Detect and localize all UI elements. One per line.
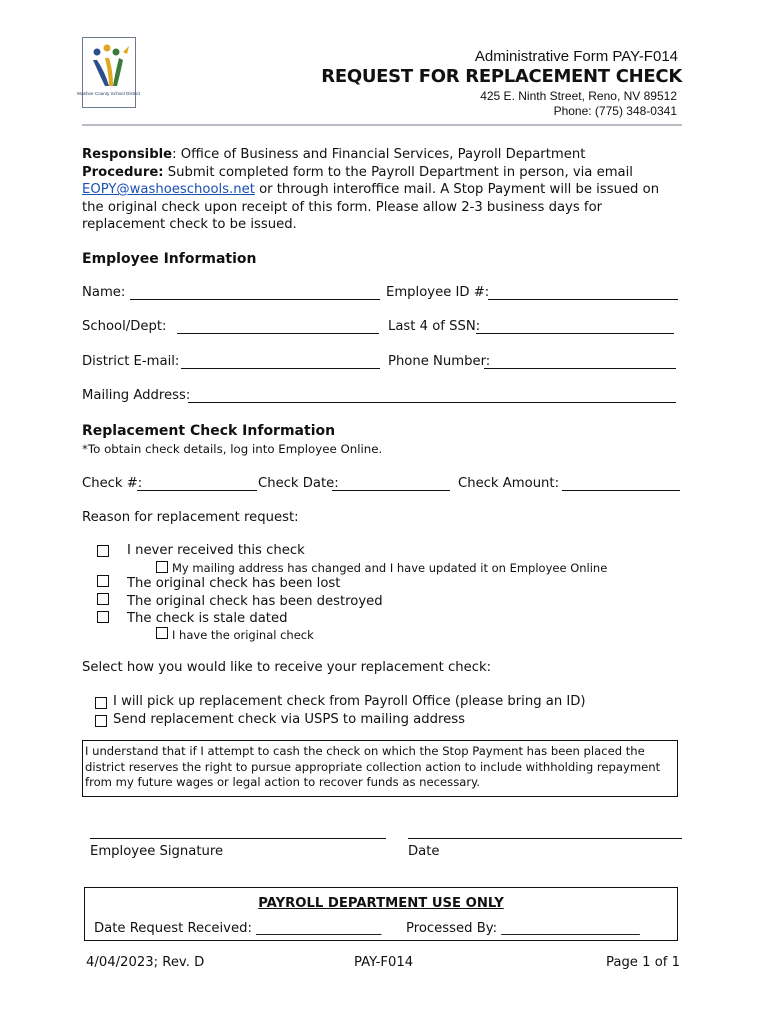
district-email-label: District E-mail: (82, 354, 180, 369)
signature-date-field[interactable] (408, 838, 682, 839)
footer-page-number: Page 1 of 1 (606, 955, 680, 970)
reason-never-received-label: I never received this check (127, 543, 305, 558)
reason-have-original-checkbox[interactable] (156, 627, 168, 639)
footer-form-code: PAY-F014 (354, 955, 414, 970)
header-divider (82, 124, 682, 126)
footer-revision: 4/04/2023; Rev. D (86, 955, 205, 970)
district-email-field[interactable] (181, 368, 380, 369)
form-number: Administrative Form PAY-F014 (474, 48, 678, 65)
employee-id-field[interactable] (488, 299, 678, 300)
name-label: Name: (82, 285, 126, 300)
disclaimer-box (82, 740, 678, 797)
reason-destroyed-checkbox[interactable] (97, 593, 109, 605)
page-title: REQUEST FOR REPLACEMENT CHECK (321, 66, 682, 87)
reason-lost-label: The original check has been lost (127, 576, 341, 591)
employee-id-label: Employee ID #: (386, 285, 490, 300)
delivery-mail-label: Send replacement check via USPS to mailing address (113, 712, 465, 727)
check-amount-field[interactable] (562, 490, 680, 491)
employee-signature-label: Employee Signature (90, 844, 224, 859)
ssn-field[interactable] (476, 333, 674, 334)
district-logo (76, 37, 141, 108)
reason-address-changed-label: My mailing address has changed and I have updated it on Employee Online (172, 561, 608, 575)
phone-number-label: Phone Number: (388, 354, 491, 369)
procedure-text-2: or through interoffice mail. A Stop Payment will be issued on the original check upon receipt of this form. Please allow 2-3 business days for replacement check to be issued. (82, 182, 660, 232)
delivery-pickup-checkbox[interactable] (95, 697, 107, 709)
school-dept-label: School/Dept: (82, 319, 167, 334)
reason-destroyed-label: The original check has been destroyed (127, 594, 383, 609)
payroll-use-box (84, 887, 678, 941)
employee-signature-field[interactable] (90, 838, 386, 839)
school-dept-field[interactable] (177, 333, 379, 334)
reason-stale-dated-label: The check is stale dated (127, 611, 288, 626)
delivery-prompt: Select how you would like to receive your replacement check: (82, 660, 492, 675)
mailing-address-label: Mailing Address: (82, 388, 191, 403)
check-amount-label: Check Amount: (458, 476, 560, 491)
check-number-field[interactable] (137, 490, 257, 491)
mailing-address-field[interactable] (188, 402, 676, 403)
responsible-text: : Office of Business and Financial Services, Payroll Department (172, 147, 586, 162)
office-phone: Phone: (775) 348-0341 (553, 104, 677, 118)
disclaimer-text: I understand that if I attempt to cash the check on which the Stop Payment has been placed the district reserves the right to pursue appropriate collection action to include withholding repayment from my future wages or legal action to recover funds as necessary. (85, 744, 661, 789)
procedure-label: Procedure: (82, 164, 164, 180)
delivery-mail-checkbox[interactable] (95, 715, 107, 727)
reason-stale-dated-checkbox[interactable] (97, 611, 109, 623)
payroll-email-link[interactable]: EOPY@washoeschools.net (82, 182, 255, 197)
employee-info-heading: Employee Information (82, 251, 257, 267)
intro-paragraph (82, 146, 682, 234)
name-field[interactable] (130, 299, 380, 300)
check-info-heading: Replacement Check Information (82, 423, 336, 439)
check-number-label: Check #: (82, 476, 143, 491)
delivery-pickup-label: I will pick up replacement check from Payroll Office (please bring an ID) (113, 694, 586, 709)
logo-text: Washoe County School District (76, 91, 141, 96)
responsible-label: Responsible (82, 147, 173, 162)
check-date-field[interactable] (332, 490, 450, 491)
logo-emblem-icon (76, 38, 141, 106)
payroll-use-heading: PAYROLL DEPARTMENT USE ONLY (258, 896, 504, 911)
phone-number-field[interactable] (484, 368, 676, 369)
check-info-note: *To obtain check details, log into Employee Online. (82, 442, 383, 456)
reason-lost-checkbox[interactable] (97, 575, 109, 587)
office-address: 425 E. Ninth Street, Reno, NV 89512 (480, 89, 677, 103)
date-received-field[interactable]: Date Request Received: ___________________ (94, 921, 382, 936)
procedure-text-1: Submit completed form to the Payroll Department in person, via email (163, 164, 633, 180)
check-date-label: Check Date: (258, 476, 339, 491)
signature-date-label: Date (408, 844, 440, 859)
reason-never-received-checkbox[interactable] (97, 545, 109, 557)
reason-prompt: Reason for replacement request: (82, 510, 299, 525)
reason-have-original-label: I have the original check (172, 628, 314, 642)
reason-address-changed-checkbox[interactable] (156, 561, 168, 573)
processed-by-field[interactable]: Processed By: _____________________ (406, 921, 640, 936)
ssn-label: Last 4 of SSN: (388, 319, 481, 334)
